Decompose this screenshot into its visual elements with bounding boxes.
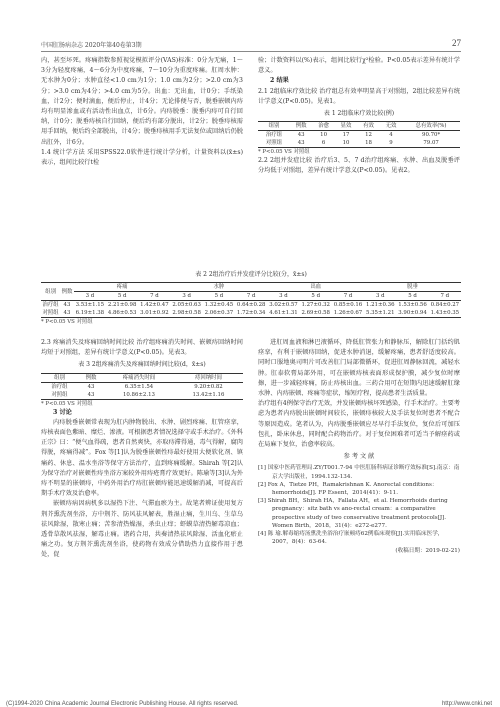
discussion-paragraph: 内痔脱垂嵌顿常表现为肛内肿物脱出、水肿、剧烈疼痛、肛管痉挛，痔核表面色紫暗、糜烂、渗液。可根据患者情况选择守或手术治疗。《外科正宗》曰：“便气血得疏，患者自然爽快，亦取痔滞得通，毒气得解，腐肉得脱，疼痛得减”。Fox 等[1]认为脱垂嵌顿性痔最好使用大便软化剂、镇痛药、休息、温水坐浴等保守方法治疗，直到疼痛缓解。Shirah 等[2]认为保守治疗对嵌顿性痔坐浴方案较外用痔疮膏疗效更好。陈瑜等[3]认为外痔不明显的嵌顿痔，中药外用治疗痔肛嵌顿痔能迅速缓解消减，可提高后期手术疗效及治愈率。 (41, 418, 243, 498)
table1-header: 显效 (340, 123, 352, 130)
table2-group-header: 出血 (267, 283, 364, 292)
table1-note: * P<0.05 VS 对照组 (258, 149, 310, 156)
table2-block (41, 268, 461, 326)
table3-header-row (41, 373, 243, 382)
table-cell: 90.70* (422, 132, 441, 139)
table-cell: 43 (87, 383, 95, 390)
table2-day: 3 d (279, 293, 288, 300)
table2-note: * P<0.05 VS 对照组 (41, 319, 93, 326)
table-cell: 3.90±0.94 (398, 310, 427, 317)
table2-day: 5 d (214, 293, 224, 300)
table-cell: 3.02±0.57 (269, 302, 298, 309)
right-column-bottom (258, 338, 460, 557)
section-2-2: 2.2 2组并发症比较 治疗后3、5、7 d治疗组疼痛、水肿、出血及脱垂评分均低于对照组，差异有统计学意义(P<0.05)。见表2。 (258, 157, 460, 175)
table-cell: 3.01±0.92 (140, 310, 169, 317)
received-date: (收稿日期：2019-02-21) (395, 548, 460, 555)
table-cell: 9.20±0.82 (194, 383, 223, 390)
reference-item: [4] 陈 瑜.解毒缩痔汤熏洗坐浴治疗嵌顿痔62例临床观察[J].实用临床医学，2007，8(4)：63-64. (258, 531, 444, 546)
table2-group-header: 水肿 (171, 283, 268, 292)
table-cell: 10 (320, 132, 328, 139)
table-row (41, 382, 243, 391)
table-cell: 1.21±0.36 (365, 302, 395, 309)
table2-day: 3 d (182, 293, 191, 300)
table-row (258, 139, 460, 148)
table-cell: 10.86±2.13 (122, 391, 155, 398)
table2-day: 3 d (375, 293, 385, 300)
running-header (41, 40, 461, 52)
table-cell: 6.19±1.38 (75, 310, 105, 317)
table-cell: 5.35±1.21 (365, 310, 395, 317)
table-cell: 13.42±1.16 (192, 391, 225, 398)
table-cell: 2.05±0.63 (172, 302, 201, 309)
table3-header: 疼痛消失时间 (122, 374, 156, 381)
left-column-top (41, 56, 243, 168)
table-cell: 18 (365, 140, 372, 147)
table-cell: 对照组 (265, 140, 283, 147)
discussion-paragraph: 嵌顿痔病因病机多以湿热下注、气滞血瘀为主。故笔者辨证使用复方荆芥熏洗剂坐浴，方中荆芥、防风祛风解表，胜湿止痛，生川乌、生草乌祛风除湿，散寒止痛；苦参清热燥湿，杀虫止痒；虾蟆草清热解毒凉血；透骨草散风祛湿，解毒止痛。诸药合用，共奏清热祛风除湿、活血化瘀止痛之功。复方荆芥熏洗剂坐浴，使药物有效成分借助热力直接作用于患处，促 (41, 500, 243, 559)
table1-header-row (258, 122, 460, 131)
table1-header: 组别 (268, 123, 280, 130)
discussion-paragraph: 进肛周血液和淋巴液循环，降低肛管张力和静脉压，解除肛门括约肌痉挛，有利于嵌顿痔回纳，促进水肿消退，缓解疼痛，患者舒适度较高。同时口服地奥司明片可改善肛门局部微循环，促进肛周静脉回流，减轻水肿。肛泰软膏局部外用，可在嵌顿痔核表面形成保护膜，减少复位时摩擦，进一步减轻疼痛，防止痔核出血。三药合用可在短期内迅速缓解肛缘水肿、内痔嵌顿、疼痛等症状，缩短疗程，提高患者生活质量。 治疗组有4例保守治疗无效，并发嵌顿痔核坏死感染，行手术治疗。主要考虑为患者内痔脱出嵌顿时间较长，嵌顿痔核较大及手法复位时患者不配合等原因造成。笔者认为，内痔脱垂嵌顿应尽早行手法复位，复位后可加压包扎，卧床休息，同时配合药物治疗。对于复位困难者可适当予解痉药或在局麻下复位，治愈率较高。 (258, 339, 460, 449)
table1-caption: 表 1 2组临床疗效比较(例) (323, 110, 395, 118)
section-2-1: 2.1 2组临床疗效比较 治疗组总有效率明显高于对照组，2组比较差异有统计学意义(P<0.05)。见表1。 (258, 87, 460, 105)
cnki-link[interactable]: http://www.cnki.net (441, 701, 492, 707)
table-cell: 治疗组 (51, 383, 68, 390)
table3-header: 组别 (54, 374, 65, 381)
table-cell: 43 (63, 310, 71, 317)
table-cell: 2.06±0.37 (204, 310, 234, 317)
table1-header: 有效 (363, 123, 374, 130)
table2-group-header: 脱垂 (364, 283, 461, 292)
right-column-top (258, 56, 460, 177)
table2-day: 7 d (246, 293, 256, 300)
table-cell: 43 (63, 302, 71, 309)
table-cell: 0.64±0.28 (236, 302, 266, 309)
section-2-3: 2.3 疼痛消失及疼痛回纳时间比较 治疗组疼痛消失时间、嵌顿痔回纳时间均短于对照组，差异有统计学意义(P<0.05)。见表3。 (41, 339, 243, 357)
table-cell: 12 (365, 132, 372, 139)
table2-header: 例数 (60, 283, 74, 301)
table3-header: 例数 (85, 374, 97, 381)
paragraph-scoring-criteria: 内，甚至坏死。疼痛指数参照视觉模拟评分(VAS)标准：0分为无痛，1～3分为轻度疼痛，4～6分为中度疼痛，7～10分为重度疼痛。肛周水肿：无水肿为0分；水肿直径<1.0 cm为1分；1.0 cm为2分；>2.0 cm为3分；>3.0 cm为4分；>4.0 cm为5分。出血：无出血，计0分；手纸染血，计2分；便时滴血，便后停止，计4分；无论排便与否，脱垂嵌顿内痔均有明显渗血或有活动性出血点，计6分。内痔脱垂：脱垂内痔可自行回纳，计0分；脱垂痔核自行回纳，便后约有部分脱出，计2分；脱垂痔核需用手回纳，便后约全部脱出，计4分；脱垂痔核用手无法复位或回纳后仍脱出肛外，计6分。 (41, 57, 243, 146)
table-cell: 43 (297, 140, 305, 147)
references-title: 参 考 文 献 (343, 453, 375, 461)
table2-day: 7 d (440, 293, 450, 300)
table2-day: 5 d (117, 293, 127, 300)
table-cell: 2.21±0.98 (107, 302, 137, 309)
page-number: 27 (452, 38, 461, 48)
table-cell: 对照组 (51, 391, 68, 398)
table-cell: 4.86±0.53 (107, 310, 137, 317)
table-cell: 43 (87, 391, 95, 398)
table-row (258, 131, 460, 140)
table-cell: 1.43±0.35 (430, 310, 460, 317)
table2-group-header: 疼痛 (74, 283, 171, 292)
table-cell: 对照组 (42, 310, 59, 317)
table2-caption: 表 2 2组治疗后并发症评分比较(分，x̄±s) (195, 271, 307, 278)
table1-header: 治愈 (318, 123, 329, 130)
table-cell: 1.72±0.34 (236, 310, 266, 317)
table1-header: 例数 (295, 123, 307, 130)
section-results-title: 2 结果 (270, 77, 289, 85)
copyright-text: (C)1994-2020 China Academic Journal Electronic Publishing House. All rights reserved. (6, 701, 239, 707)
table-cell: 9 (389, 140, 393, 147)
table-row (41, 391, 243, 400)
table3-header: 痔回纳时间 (194, 374, 222, 381)
paragraph-stats-methods: 1.4 统计学方法 采用SPSS22.0软件进行统计学分析，计量资料以(x̄±s)表示，组间比较行t检 (41, 148, 243, 167)
table-cell: 79.07 (423, 140, 439, 147)
reference-item: [2] Fox A，Tietze PH，Ramakrishnan K. Anorectal conditions：hemorrhoids[J]. FP Essent，2014(41)：9-11. (258, 481, 438, 497)
table1-header: 无效 (385, 123, 397, 130)
table2-day: 3 d (85, 293, 95, 300)
table-cell: 2.69±0.58 (301, 310, 330, 317)
table1-header: 总有效率(%) (415, 123, 447, 130)
reference-item: [3] Shirah BH，Shirah HA，Fallata AH，et al. Hemorrhoids during pregnancy：sitz bath vs ano-rectal cream：a comparative prospective study of two conservative treatment protocols[J]. Women Birth，2018，31(4)：e272-e277. (258, 498, 448, 529)
table-cell: 10 (342, 140, 350, 147)
table-cell: 2.98±0.58 (172, 310, 201, 317)
reference-item: [1] 国家中医药管理局.ZY/T001.7-94 中医肛肠科病证诊断疗效标准[S].南京：南京大学出版社，1994.132-134. (258, 465, 460, 480)
table2 (41, 282, 461, 318)
table-row (41, 309, 461, 318)
table-cell: 4.61±1.31 (269, 310, 298, 317)
table2-group-row (41, 283, 461, 292)
table-cell: 治疗组 (265, 132, 283, 139)
table-cell: 3.53±1.15 (75, 302, 105, 309)
table-cell: 治疗组 (42, 302, 59, 309)
table2-day: 7 d (150, 293, 159, 300)
table2-header: 组别 (41, 283, 60, 301)
table3-caption: 表 3 2组疼痛消失及疼痛回纳时间比较(d，x̄±s) (78, 361, 206, 369)
discussion-title: 3 讨论 (53, 408, 72, 416)
left-column-bottom (41, 338, 243, 561)
table-cell: 1.53±0.56 (398, 302, 427, 309)
table-cell: 1.26±0.67 (333, 310, 363, 317)
table-cell: 6 (321, 140, 326, 147)
reference-list (258, 464, 460, 546)
table-cell: 1.42±0.47 (140, 302, 169, 309)
paragraph-stats-cont: 验；计数资料以(%)表示，组间比较行χ²检验。P<0.05表示差异有统计学意义。 (258, 57, 460, 75)
table-cell: 6.35±1.54 (124, 383, 154, 390)
table3-note: * P<0.05 VS 对照组 (41, 400, 93, 407)
table-cell: 1.27±0.32 (301, 302, 330, 309)
table3 (41, 373, 243, 400)
table-cell: 4 (389, 132, 393, 139)
table1 (258, 121, 460, 148)
table-cell: 0.84±0.27 (430, 302, 460, 309)
table-row (41, 301, 461, 310)
journal-name: 中国肛肠病杂志 2020年第40卷第3期 (41, 42, 142, 49)
table-cell: 43 (297, 132, 305, 139)
table2-day: 5 d (311, 293, 321, 300)
table2-day-row (41, 292, 461, 301)
table-cell: 1.32±0.45 (204, 302, 234, 309)
table2-day: 5 d (408, 293, 417, 300)
table-cell: 0.85±0.16 (333, 302, 363, 309)
table2-day: 7 d (343, 293, 353, 300)
table-cell: 17 (342, 132, 350, 139)
